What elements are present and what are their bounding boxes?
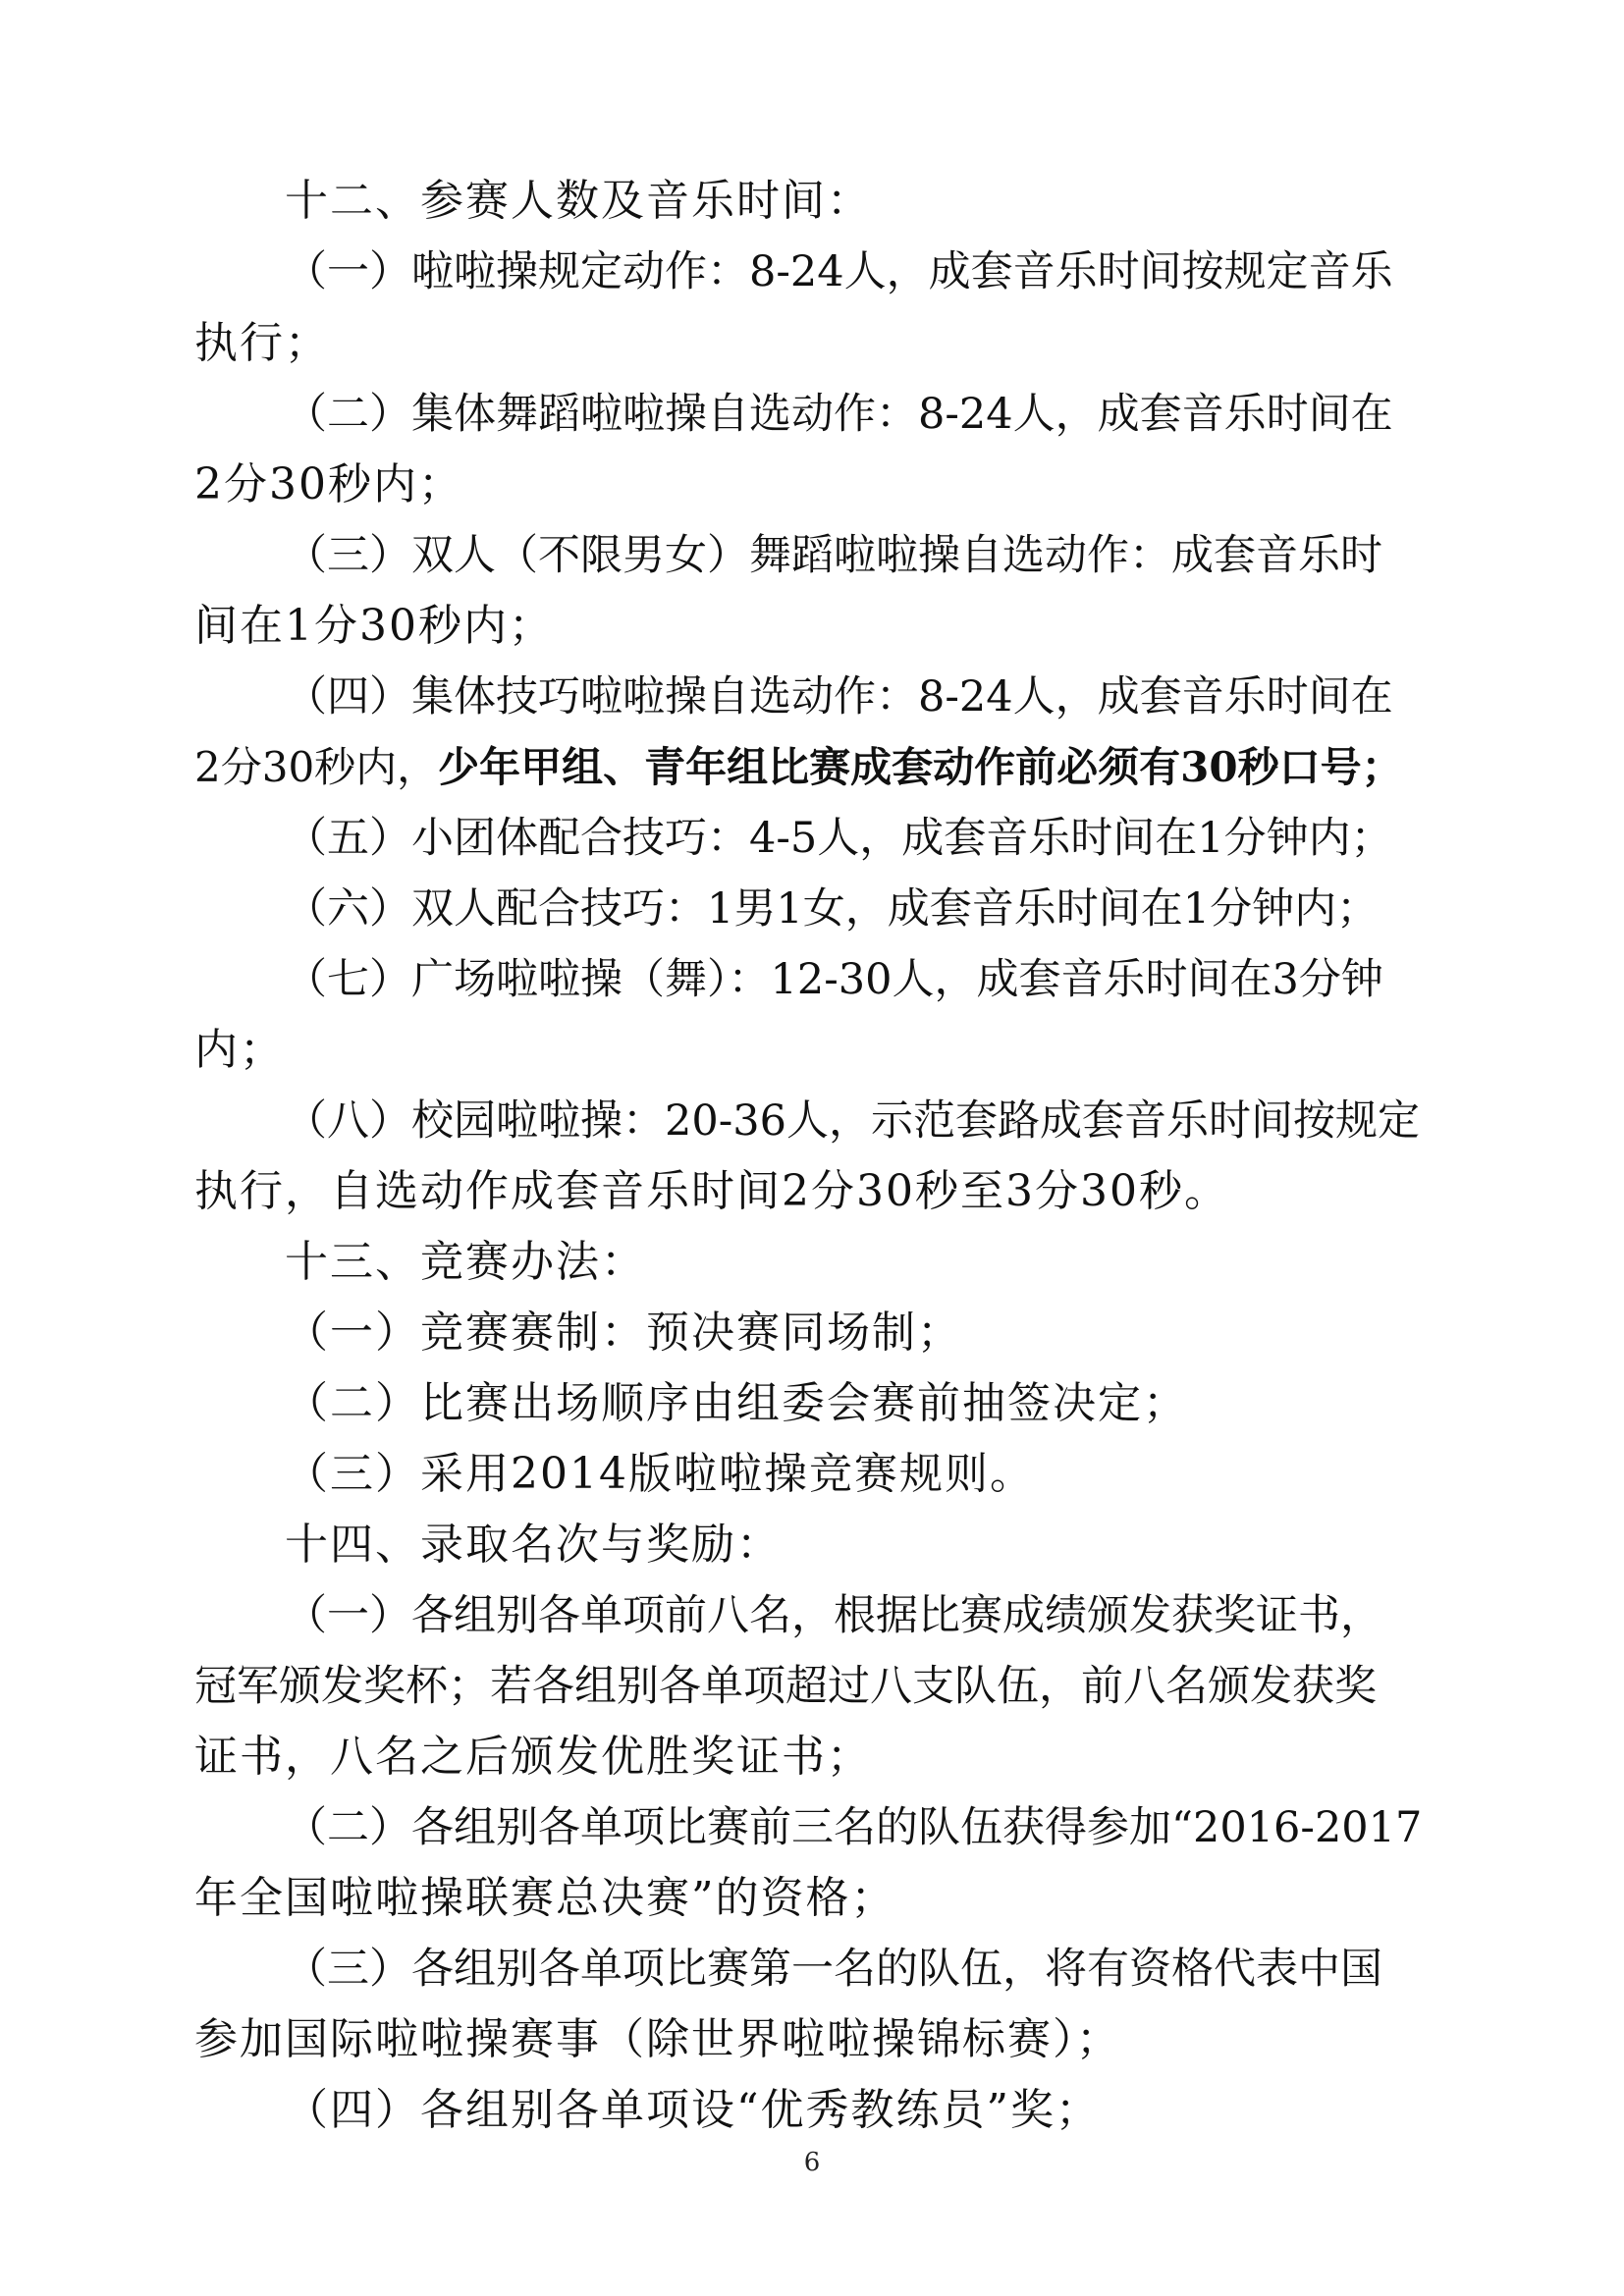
section-heading-13: 十三、竞赛办法： bbox=[285, 1237, 646, 1287]
paragraph-line: 执行； bbox=[194, 318, 330, 368]
paragraph-line: 2分30秒内； bbox=[194, 459, 463, 509]
paragraph-line: 内； bbox=[194, 1025, 285, 1075]
paragraph-line: 执行，自选动作成套音乐时间2分30秒至3分30秒。 bbox=[194, 1166, 1229, 1216]
paragraph-line: 冠军颁发奖杯；若各组别各单项超过八支队伍，前八名颁发获奖 bbox=[194, 1662, 1377, 1711]
paragraph-line bbox=[194, 738, 1428, 799]
paragraph-line: 证书，八名之后颁发优胜奖证书； bbox=[194, 1732, 872, 1782]
paragraph-line: （五）小团体配合技巧：4-5人，成套音乐时间在1分钟内； bbox=[285, 814, 1393, 863]
page-number: 6 bbox=[803, 2148, 821, 2177]
paragraph-line: （一）竞赛赛制：预决赛同场制； bbox=[285, 1308, 962, 1358]
paragraph-line: （三）采用2014版啦啦操竞赛规则。 bbox=[285, 1449, 1035, 1499]
paragraph-line: （七）广场啦啦操（舞）：12-30人，成套音乐时间在3分钟 bbox=[285, 955, 1383, 1004]
paragraph-line: （二）集体舞蹈啦啦操自选动作：8-24人，成套音乐时间在 bbox=[285, 390, 1393, 439]
paragraph-line: 参加国际啦啦操赛事（除世界啦啦操锦标赛）； bbox=[194, 2014, 1121, 2064]
paragraph-line: （一）各组别各单项前八名，根据比赛成绩颁发获奖证书， bbox=[285, 1591, 1382, 1640]
paragraph-line: （八）校园啦啦操：20-36人，示范套路成套音乐时间按规定 bbox=[285, 1096, 1420, 1146]
paragraph-text: 2分30秒内， bbox=[194, 743, 439, 791]
paragraph-line: （六）双人配合技巧：1男1女，成套音乐时间在1分钟内； bbox=[285, 884, 1380, 934]
paragraph-text: （一）啦啦操规定动作：8-24人，成套音乐时间按规定音乐 bbox=[285, 247, 1393, 296]
section-heading-12: 十二、参赛人数及音乐时间： bbox=[285, 176, 872, 226]
paragraph-line: （四）各组别各单项设“优秀教练员”奖； bbox=[285, 2085, 1101, 2135]
paragraph-line: 年全国啦啦操联赛总决赛”的资格； bbox=[194, 1873, 896, 1923]
paragraph-line: （二）各组别各单项比赛前三名的队伍获得参加“2016-2017 bbox=[285, 1803, 1423, 1852]
paragraph-line: （三）双人（不限男女）舞蹈啦啦操自选动作：成套音乐时 bbox=[285, 531, 1382, 580]
paragraph-line: （四）集体技巧啦啦操自选动作：8-24人，成套音乐时间在 bbox=[285, 672, 1393, 721]
paragraph-line: 间在1分30秒内； bbox=[194, 601, 554, 651]
section-heading-14: 十四、录取名次与奖励： bbox=[285, 1520, 782, 1570]
paragraph-line: （二）比赛出场顺序由组委会赛前抽签决定； bbox=[285, 1378, 1188, 1428]
paragraph-line bbox=[285, 242, 1428, 303]
paragraph-line: （三）各组别各单项比赛第一名的队伍，将有资格代表中国 bbox=[285, 1945, 1382, 1994]
bold-emphasis-text: 少年甲组、青年组比赛成套动作前必须有30秒口号； bbox=[438, 743, 1403, 791]
